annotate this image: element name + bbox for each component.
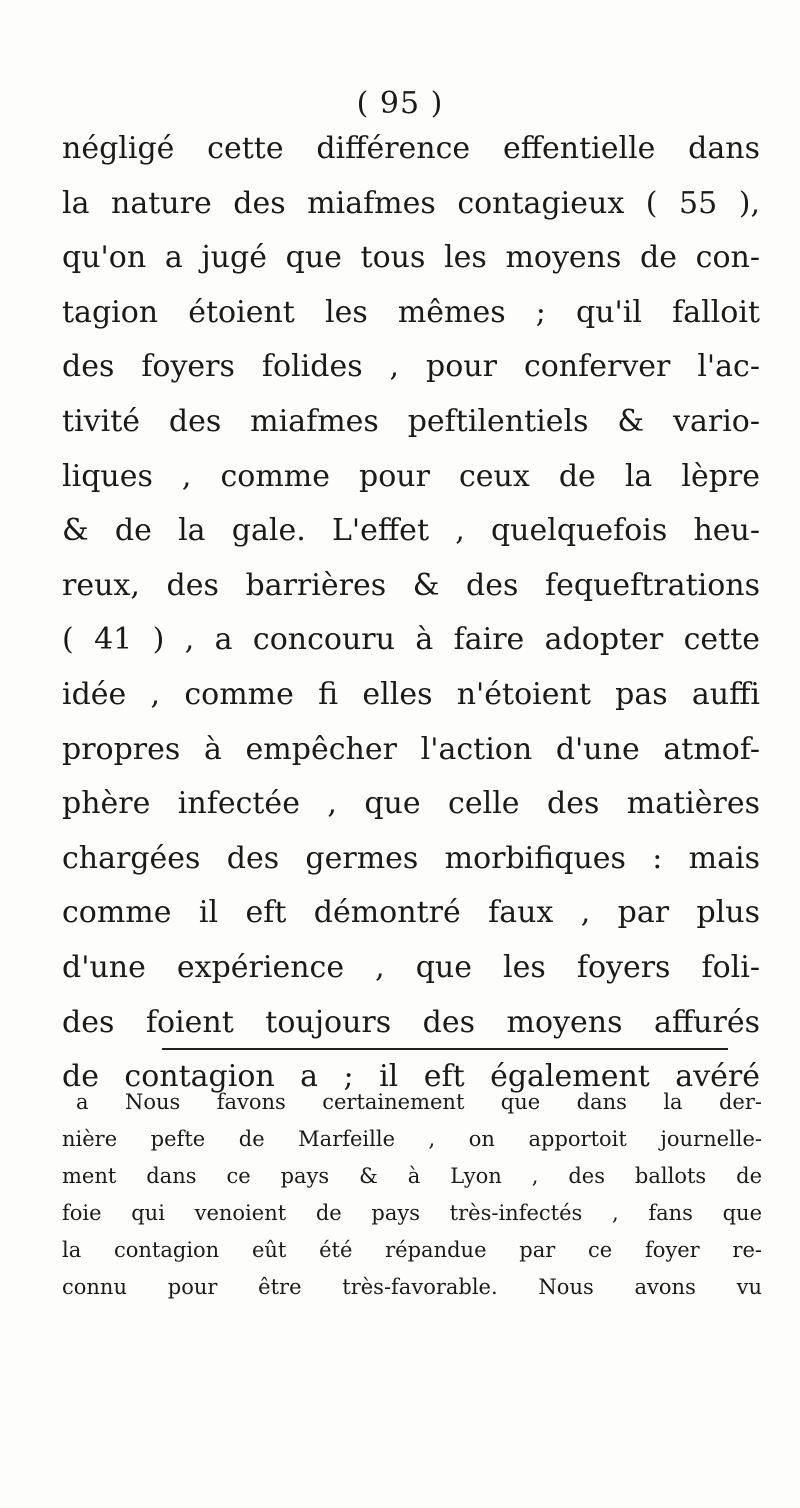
text-line: liques , comme pour ceux de la lèpre — [62, 458, 760, 494]
text-line: chargées des germes morbifiques : mais — [62, 840, 760, 876]
footnote-line: connu pour être très-favorable. Nous avons vu — [62, 1275, 762, 1299]
text-line: de contagion a ; il eft également avéré — [62, 1059, 760, 1095]
footnote — [62, 1084, 762, 1306]
text-line: & de la gale. L'effet , quelquefois heu- — [62, 513, 760, 549]
text-line: tagion étoient les mêmes ; qu'il falloit — [62, 294, 760, 330]
page-number: ( 95 ) — [356, 86, 444, 121]
text-line: des foyers folides , pour conferver l'ac- — [62, 349, 760, 385]
text-line: des foient toujours des moyens affurés — [62, 1004, 760, 1040]
text-line: d'une expérience , que les foyers foli- — [62, 949, 760, 985]
footnote-line: nière pefte de Marfeille , on apportoit journelle- — [62, 1127, 762, 1151]
footnote-divider — [162, 1048, 728, 1050]
footnote-line: foie qui venoient de pays très-infectés , fans que — [62, 1201, 762, 1225]
footnote-line: la contagion eût été répandue par ce foyer re- — [62, 1238, 762, 1262]
body-text — [62, 122, 760, 1105]
text-line: tivité des miafmes peftilentiels & vario- — [62, 403, 760, 439]
text-line: la nature des miafmes contagieux ( 55 ), — [62, 185, 760, 221]
text-line: idée , comme fi elles n'étoient pas auffi — [62, 676, 760, 712]
text-line: négligé cette différence effentielle dans — [62, 131, 760, 166]
text-line: reux, des barrières & des fequeftrations — [62, 567, 760, 603]
text-line: ( 41 ) , a concouru à faire adopter cette — [62, 622, 760, 658]
footnote-line: a Nous favons certainement que dans la der- — [76, 1090, 762, 1114]
text-line: qu'on a jugé que tous les moyens de con- — [62, 240, 760, 276]
text-line: phère infectée , que celle des matières — [62, 786, 760, 822]
text-line: propres à empêcher l'action d'une atmof- — [62, 731, 760, 767]
text-line: comme il eft démontré faux , par plus — [62, 895, 760, 931]
footnote-line: ment dans ce pays & à Lyon , des ballots de — [62, 1164, 762, 1188]
